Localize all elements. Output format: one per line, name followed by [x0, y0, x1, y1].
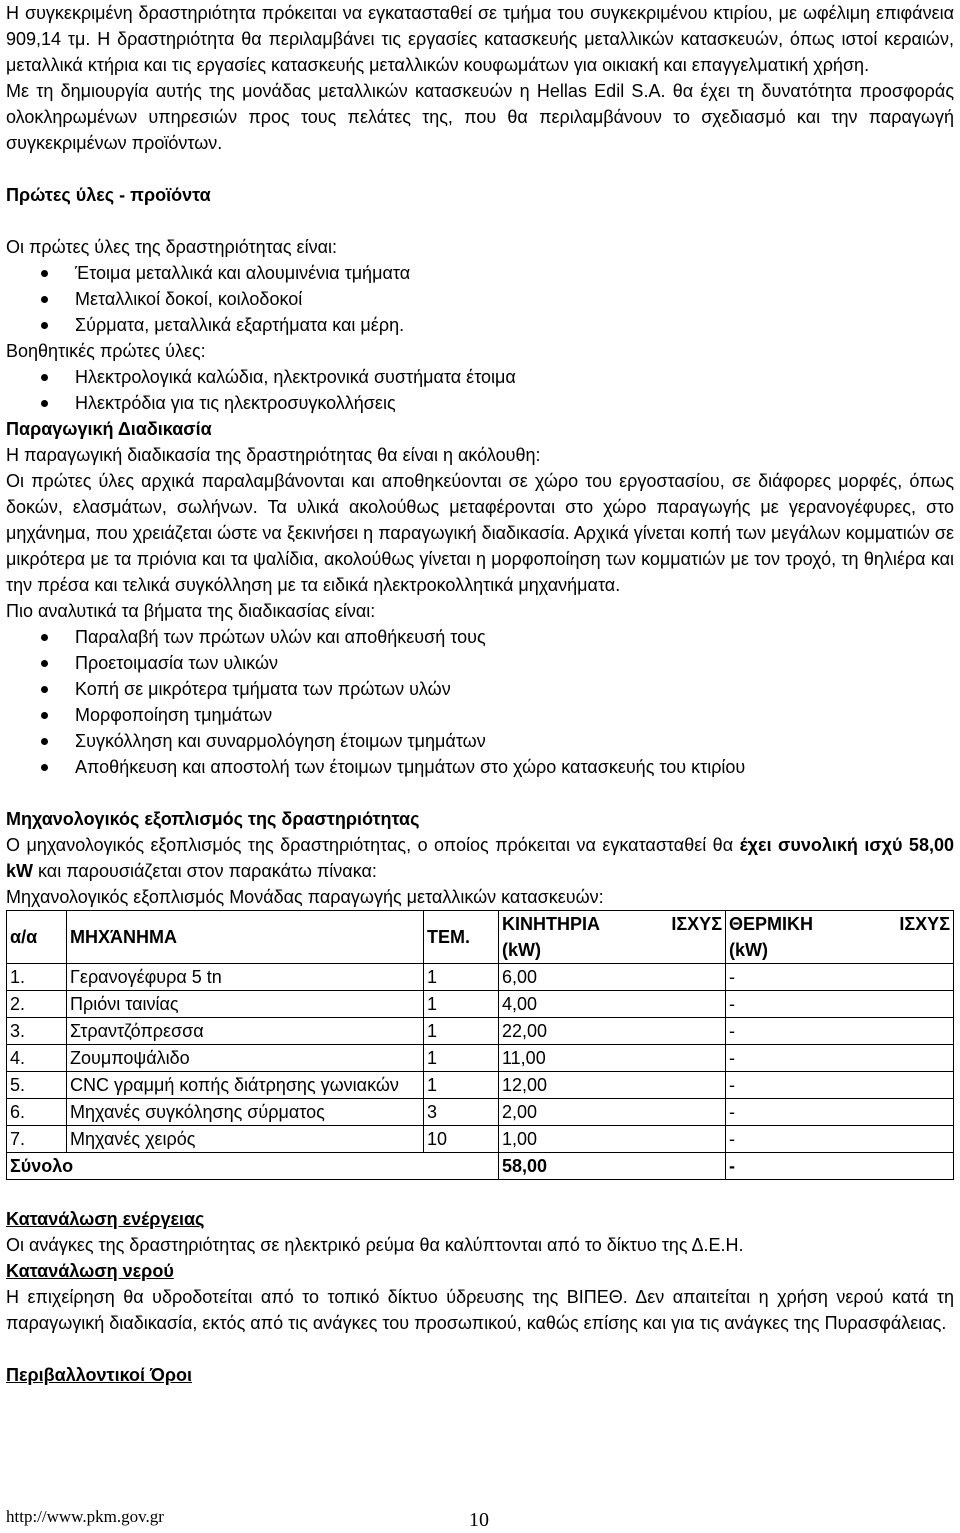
cell-thermal: - [726, 1126, 954, 1153]
header-thermal-1: ΘΕΡΜΙΚΗ [729, 914, 814, 934]
header-thermal-unit: (kW) [729, 940, 768, 960]
equipment-table [6, 910, 954, 1180]
spacer [6, 1336, 954, 1362]
list-item: Προετοιμασία των υλικών [6, 650, 954, 676]
cell-thermal: - [726, 964, 954, 991]
cell-machine: Μηχανές συγκόλησης σύρματος [67, 1099, 424, 1126]
table-row [7, 991, 954, 1018]
list-item: Κοπή σε μικρότερα τμήματα των πρώτων υλών [6, 676, 954, 702]
environment-heading: Περιβαλλοντικοί Όροι [6, 1365, 192, 1385]
cell-thermal: - [726, 1072, 954, 1099]
list-item: Μεταλλικοί δοκοί, κοιλοδοκοί [6, 286, 954, 312]
list-item: Ηλεκτρόδια για τις ηλεκτροσυγκολλήσεις [6, 390, 954, 416]
table-total-row [7, 1153, 954, 1180]
cell-motive: 1,00 [499, 1126, 726, 1153]
cell-motive: 4,00 [499, 991, 726, 1018]
page-footer [6, 1504, 954, 1530]
cell-no: 6. [7, 1099, 67, 1126]
equipment-text-a: Ο μηχανολογικός εξοπλισμός της δραστηριότητας, ο οποίος πρόκειται να εγκατασταθεί θα [6, 835, 734, 855]
cell-motive: 12,00 [499, 1072, 726, 1099]
process-body: Οι πρώτες ύλες αρχικά παραλαμβάνονται και αποθηκεύονται σε χώρο του εργοστασίου, σε διάφορες μορφές, όπως δοκών, ελασμάτων, σωλήνων. Τα υλικά ακολούθως μεταφέρονται στο χώρο παραγωγής με γερανογέφυρες, στο μηχάνημα, που χρειάζεται ώστε να ξεκινήσει η παραγωγική διαδικασία. Αρχικά γίνεται κοπή των μεγάλων κομματιών σε μικρότερα με τα πριόνια και τα ψαλίδια, ακολούθως γίνεται η μορφοποίηση των κομματιών με τον τροχό, τη θηλιέρα και την πρέσα και τελικά συγκόλληση με τα ειδικά ηλεκτροκολλητικά μηχανήματα. [6, 471, 954, 595]
header-no: α/α [7, 911, 67, 964]
spacer [6, 208, 954, 234]
header-machine: ΜΗΧΆΝΗΜΑ [67, 911, 424, 964]
cell-machine: Πριόνι ταινίας [67, 991, 424, 1018]
cell-machine: Ζουμποψάλιδο [67, 1045, 424, 1072]
cell-thermal: - [726, 1099, 954, 1126]
water-text: Η επιχείρηση θα υδροδοτείται από το τοπικό δίκτυο ύδρευσης της ΒΙΠΕΘ. Δεν απαιτείται η χρήση νερού κατά τη παραγωγική διαδικασία, εκτός από τις ανάγκες του προσωπικού, καθώς επίσης και για τις ανάγκες της Πυρασφάλειας. [6, 1287, 954, 1333]
process-steps-intro: Πιο αναλυτικά τα βήματα της διαδικασίας είναι: [6, 601, 376, 621]
footer-url[interactable]: http://www.pkm.gov.gr [6, 1507, 164, 1526]
table-row [7, 1072, 954, 1099]
aux-materials-intro: Βοηθητικές πρώτες ύλες: [6, 341, 206, 361]
equipment-heading: Μηχανολογικός εξοπλισμός της δραστηριότητας [6, 809, 420, 829]
cell-qty: 10 [424, 1126, 499, 1153]
list-item: Παραλαβή των πρώτων υλών και αποθήκευσή τους [6, 624, 954, 650]
aux-materials-list [6, 364, 954, 416]
table-header-row [7, 911, 954, 964]
cell-thermal: - [726, 1018, 954, 1045]
cell-no: 2. [7, 991, 67, 1018]
cell-no: 1. [7, 964, 67, 991]
header-qty: ΤΕΜ. [424, 911, 499, 964]
cell-motive: 2,00 [499, 1099, 726, 1126]
spacer [6, 156, 954, 182]
cell-motive: 11,00 [499, 1045, 726, 1072]
process-steps-list [6, 624, 954, 780]
intro-paragraph-1: Η συγκεκριμένη δραστηριότητα πρόκειται να εγκατασταθεί σε τμήμα του συγκεκριμένου κτιρίου, με ωφέλιμη επιφάνεια 909,14 τμ. Η δραστηριότητα θα περιλαμβάνει τις εργασίες κατασκευής μεταλλικών κατασκευών, όπως ιστοί κεραιών, μεταλλικά κτήρια και τις εργασίες κατασκευής μεταλλικών κουφωμάτων για οικιακή και επαγγελματική χρήση. [6, 3, 954, 75]
energy-heading: Κατανάλωση ενέργειας [6, 1209, 205, 1229]
total-motive: 58,00 [499, 1153, 726, 1180]
intro-paragraph-2: Με τη δημιουργία αυτής της μονάδας μεταλλικών κατασκευών η Hellas Edil S.A. θα έχει τη δυνατότητα προσφοράς ολοκληρωμένων υπηρεσιών προς τους πελάτες της, που θα περιλαμβάνουν το σχεδιασμό και την παραγωγή συγκεκριμένων προϊόντων. [6, 81, 954, 153]
table-row [7, 1018, 954, 1045]
spacer [6, 1180, 954, 1206]
cell-qty: 1 [424, 964, 499, 991]
list-item: Μορφοποίηση τμημάτων [6, 702, 954, 728]
raw-materials-list [6, 260, 954, 338]
cell-thermal: - [726, 1045, 954, 1072]
cell-qty: 1 [424, 1018, 499, 1045]
equipment-table-caption: Μηχανολογικός εξοπλισμός Μονάδας παραγωγής μεταλλικών κατασκευών: [6, 887, 604, 907]
energy-text: Οι ανάγκες της δραστηριότητας σε ηλεκτρικό ρεύμα θα καλύπτονται από το δίκτυο της Δ.Ε.Η. [6, 1235, 744, 1255]
total-thermal: - [726, 1153, 954, 1180]
list-item: Σύρματα, μεταλλικά εξαρτήματα και μέρη. [6, 312, 954, 338]
process-intro: Η παραγωγική διαδικασία της δραστηριότητας θα είναι η ακόλουθη: [6, 445, 541, 465]
cell-thermal: - [726, 991, 954, 1018]
table-row [7, 1099, 954, 1126]
cell-qty: 1 [424, 1045, 499, 1072]
spacer [6, 780, 954, 806]
equipment-total-power: έχει συνολική ισχύ 58,00 kW [6, 835, 954, 881]
total-label: Σύνολο [7, 1153, 499, 1180]
list-item: Συγκόλληση και συναρμολόγηση έτοιμων τμημάτων [6, 728, 954, 754]
list-item: Ηλεκτρολογικά καλώδια, ηλεκτρονικά συστήματα έτοιμα [6, 364, 954, 390]
header-thermal-power [726, 911, 954, 964]
list-item: Αποθήκευση και αποστολή των έτοιμων τμημάτων στο χώρο κατασκευής του κτιρίου [6, 754, 954, 780]
process-heading: Παραγωγική Διαδικασία [6, 419, 212, 439]
cell-qty: 1 [424, 1072, 499, 1099]
equipment-paragraph [6, 832, 954, 884]
raw-materials-intro: Οι πρώτες ύλες της δραστηριότητας είναι: [6, 237, 337, 257]
cell-machine: Γερανογέφυρα 5 tn [67, 964, 424, 991]
water-heading: Κατανάλωση νερού [6, 1261, 174, 1281]
cell-machine: CNC γραμμή κοπής διάτρησης γωνιακών [67, 1072, 424, 1099]
cell-no: 4. [7, 1045, 67, 1072]
header-motive-2: ΙΣΧΥΣ [671, 914, 722, 934]
table-row [7, 1126, 954, 1153]
cell-motive: 22,00 [499, 1018, 726, 1045]
cell-motive: 6,00 [499, 964, 726, 991]
header-motive-power [499, 911, 726, 964]
list-item: Έτοιμα μεταλλικά και αλουμινένια τμήματα [6, 260, 954, 286]
cell-no: 3. [7, 1018, 67, 1045]
table-row [7, 964, 954, 991]
cell-no: 5. [7, 1072, 67, 1099]
document-page [6, 0, 954, 1388]
equipment-text-b: και παρουσιάζεται στον παρακάτω πίνακα: [38, 861, 377, 881]
header-motive-1: ΚΙΝΗΤΗΡΙΑ [502, 914, 600, 934]
header-motive-unit: (kW) [502, 940, 541, 960]
cell-qty: 3 [424, 1099, 499, 1126]
page-number: 10 [469, 1509, 489, 1531]
cell-machine: Στραντζόπρεσσα [67, 1018, 424, 1045]
table-row [7, 1045, 954, 1072]
cell-no: 7. [7, 1126, 67, 1153]
cell-qty: 1 [424, 991, 499, 1018]
cell-machine: Μηχανές χειρός [67, 1126, 424, 1153]
header-thermal-2: ΙΣΧΥΣ [899, 914, 950, 934]
raw-materials-heading: Πρώτες ύλες - προϊόντα [6, 185, 211, 205]
